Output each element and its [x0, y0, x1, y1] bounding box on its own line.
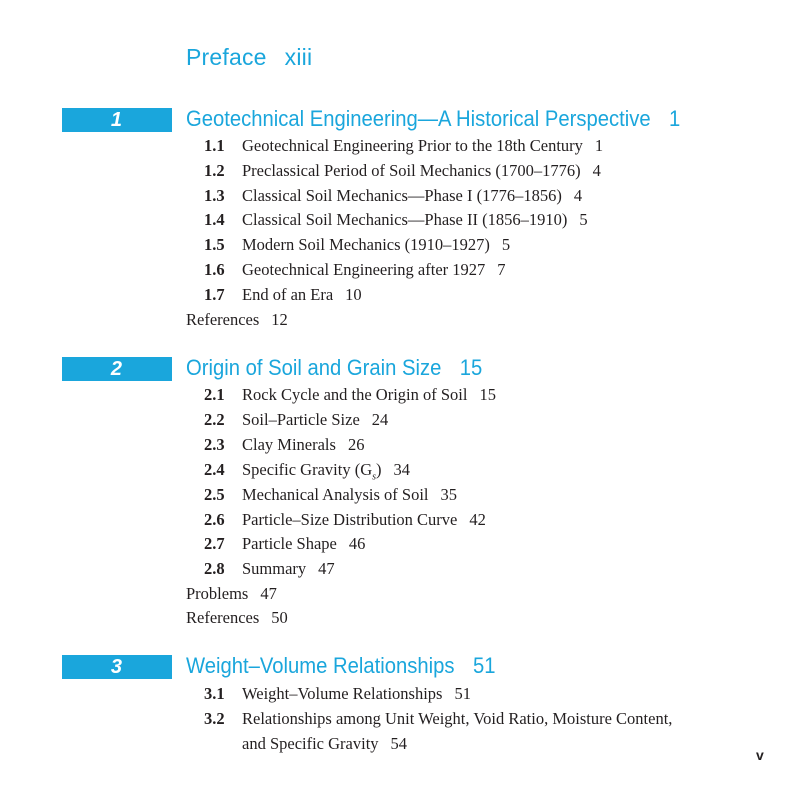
section-number: 2.6	[204, 510, 225, 529]
section-entry[interactable]	[204, 559, 335, 579]
backmatter-title: Problems	[186, 584, 249, 603]
section-title: Particle–Size Distribution Curve	[242, 510, 458, 529]
chapter-title-entry[interactable]	[186, 106, 680, 132]
section-title-continued: and Specific Gravity	[242, 734, 379, 753]
backmatter-title: References	[186, 310, 260, 329]
backmatter-entry[interactable]	[186, 584, 277, 604]
section-title: Geotechnical Engineering after 1927	[242, 260, 486, 279]
section-page: 26	[347, 435, 365, 454]
section-title: Classical Soil Mechanics—Phase II (1856–1910)	[242, 210, 568, 229]
page-folio: v	[756, 747, 764, 763]
section-entry[interactable]	[204, 235, 510, 255]
section-entry[interactable]	[204, 210, 588, 230]
section-number: 2.5	[204, 485, 225, 504]
section-title: Clay Minerals	[242, 435, 336, 454]
section-number: 3.2	[204, 709, 225, 728]
section-entry[interactable]	[204, 435, 364, 455]
section-title: Particle Shape	[242, 534, 337, 553]
section-number: 1.5	[204, 235, 225, 254]
section-entry[interactable]	[204, 485, 457, 505]
section-number: 1.3	[204, 186, 225, 205]
preface-title: Preface	[186, 44, 267, 70]
chapter-number-bar: 2	[62, 357, 172, 381]
chapter-title: Weight–Volume Relationships	[186, 653, 455, 678]
chapter-title-entry[interactable]	[186, 355, 482, 381]
section-number: 1.7	[204, 285, 225, 304]
section-title: Soil–Particle Size	[242, 410, 360, 429]
section-title: Geotechnical Engineering Prior to the 18th Century	[242, 136, 583, 155]
section-entry[interactable]	[204, 410, 388, 430]
backmatter-entry[interactable]	[186, 310, 288, 330]
section-number: 2.3	[204, 435, 225, 454]
section-page: 10	[345, 285, 362, 304]
section-page: 4	[592, 161, 601, 180]
section-entry[interactable]	[204, 684, 471, 704]
section-number: 1.6	[204, 260, 225, 279]
section-title: Classical Soil Mechanics—Phase I (1776–1856)	[242, 186, 562, 205]
backmatter-page: 50	[271, 608, 288, 627]
section-entry[interactable]	[204, 385, 496, 405]
chapter-page: 51	[472, 653, 496, 678]
chapter-page: 15	[459, 355, 483, 380]
section-page: 47	[318, 559, 335, 578]
section-entry[interactable]	[204, 161, 601, 181]
section-entry[interactable]	[204, 186, 582, 206]
chapter-page: 1	[669, 106, 681, 131]
section-title-end: )	[376, 460, 382, 479]
backmatter-page: 47	[260, 584, 277, 603]
section-page: 5	[579, 210, 588, 229]
section-entry[interactable]	[204, 534, 365, 554]
section-number: 3.1	[204, 684, 225, 703]
section-title: Specific Gravity (G	[242, 460, 373, 479]
section-page: 1	[594, 136, 604, 155]
section-entry[interactable]	[204, 260, 506, 280]
section-entry[interactable]	[204, 460, 410, 487]
section-title: End of an Era	[242, 285, 334, 304]
section-title: Rock Cycle and the Origin of Soil	[242, 385, 468, 404]
section-title: Summary	[242, 559, 307, 578]
chapter-title-entry[interactable]	[186, 653, 495, 679]
section-number: 2.7	[204, 534, 225, 553]
chapter-number-bar: 3	[62, 655, 172, 679]
section-page: 34	[393, 460, 411, 479]
section-title: Modern Soil Mechanics (1910–1927)	[242, 235, 490, 254]
section-page: 4	[573, 186, 583, 205]
chapter-title: Origin of Soil and Grain Size	[186, 355, 442, 380]
section-title-subscript: s	[372, 471, 377, 483]
section-number: 2.2	[204, 410, 225, 429]
section-entry[interactable]	[204, 709, 764, 754]
section-page: 42	[469, 510, 486, 529]
section-number: 2.4	[204, 460, 225, 479]
section-title: Relationships among Unit Weight, Void Ratio, Moisture Content,	[242, 709, 673, 728]
section-page: 7	[497, 260, 506, 279]
chapter-title: Geotechnical Engineering—A Historical Perspective	[186, 106, 651, 131]
chapter-number-bar: 1	[62, 108, 172, 132]
section-title: Mechanical Analysis of Soil	[242, 485, 429, 504]
section-page: 15	[479, 385, 496, 404]
section-page: 51	[454, 684, 471, 703]
backmatter-title: References	[186, 608, 260, 627]
section-page: 24	[371, 410, 389, 429]
section-page: 54	[390, 734, 408, 753]
section-title: Weight–Volume Relationships	[242, 684, 443, 703]
section-entry[interactable]	[204, 285, 362, 305]
section-entry[interactable]	[204, 510, 486, 530]
section-title: Preclassical Period of Soil Mechanics (1700–1776)	[242, 161, 581, 180]
section-page: 46	[348, 534, 366, 553]
backmatter-page: 12	[271, 310, 288, 329]
section-number: 1.4	[204, 210, 225, 229]
section-number: 2.8	[204, 559, 225, 578]
preface-page: xiii	[284, 44, 313, 70]
section-page: 35	[440, 485, 458, 504]
backmatter-entry[interactable]	[186, 608, 288, 628]
section-page: 5	[501, 235, 511, 254]
section-number: 2.1	[204, 385, 225, 404]
section-number: 1.1	[204, 136, 225, 155]
section-number: 1.2	[204, 161, 225, 180]
section-entry[interactable]	[204, 136, 603, 156]
preface-entry[interactable]	[186, 44, 312, 71]
